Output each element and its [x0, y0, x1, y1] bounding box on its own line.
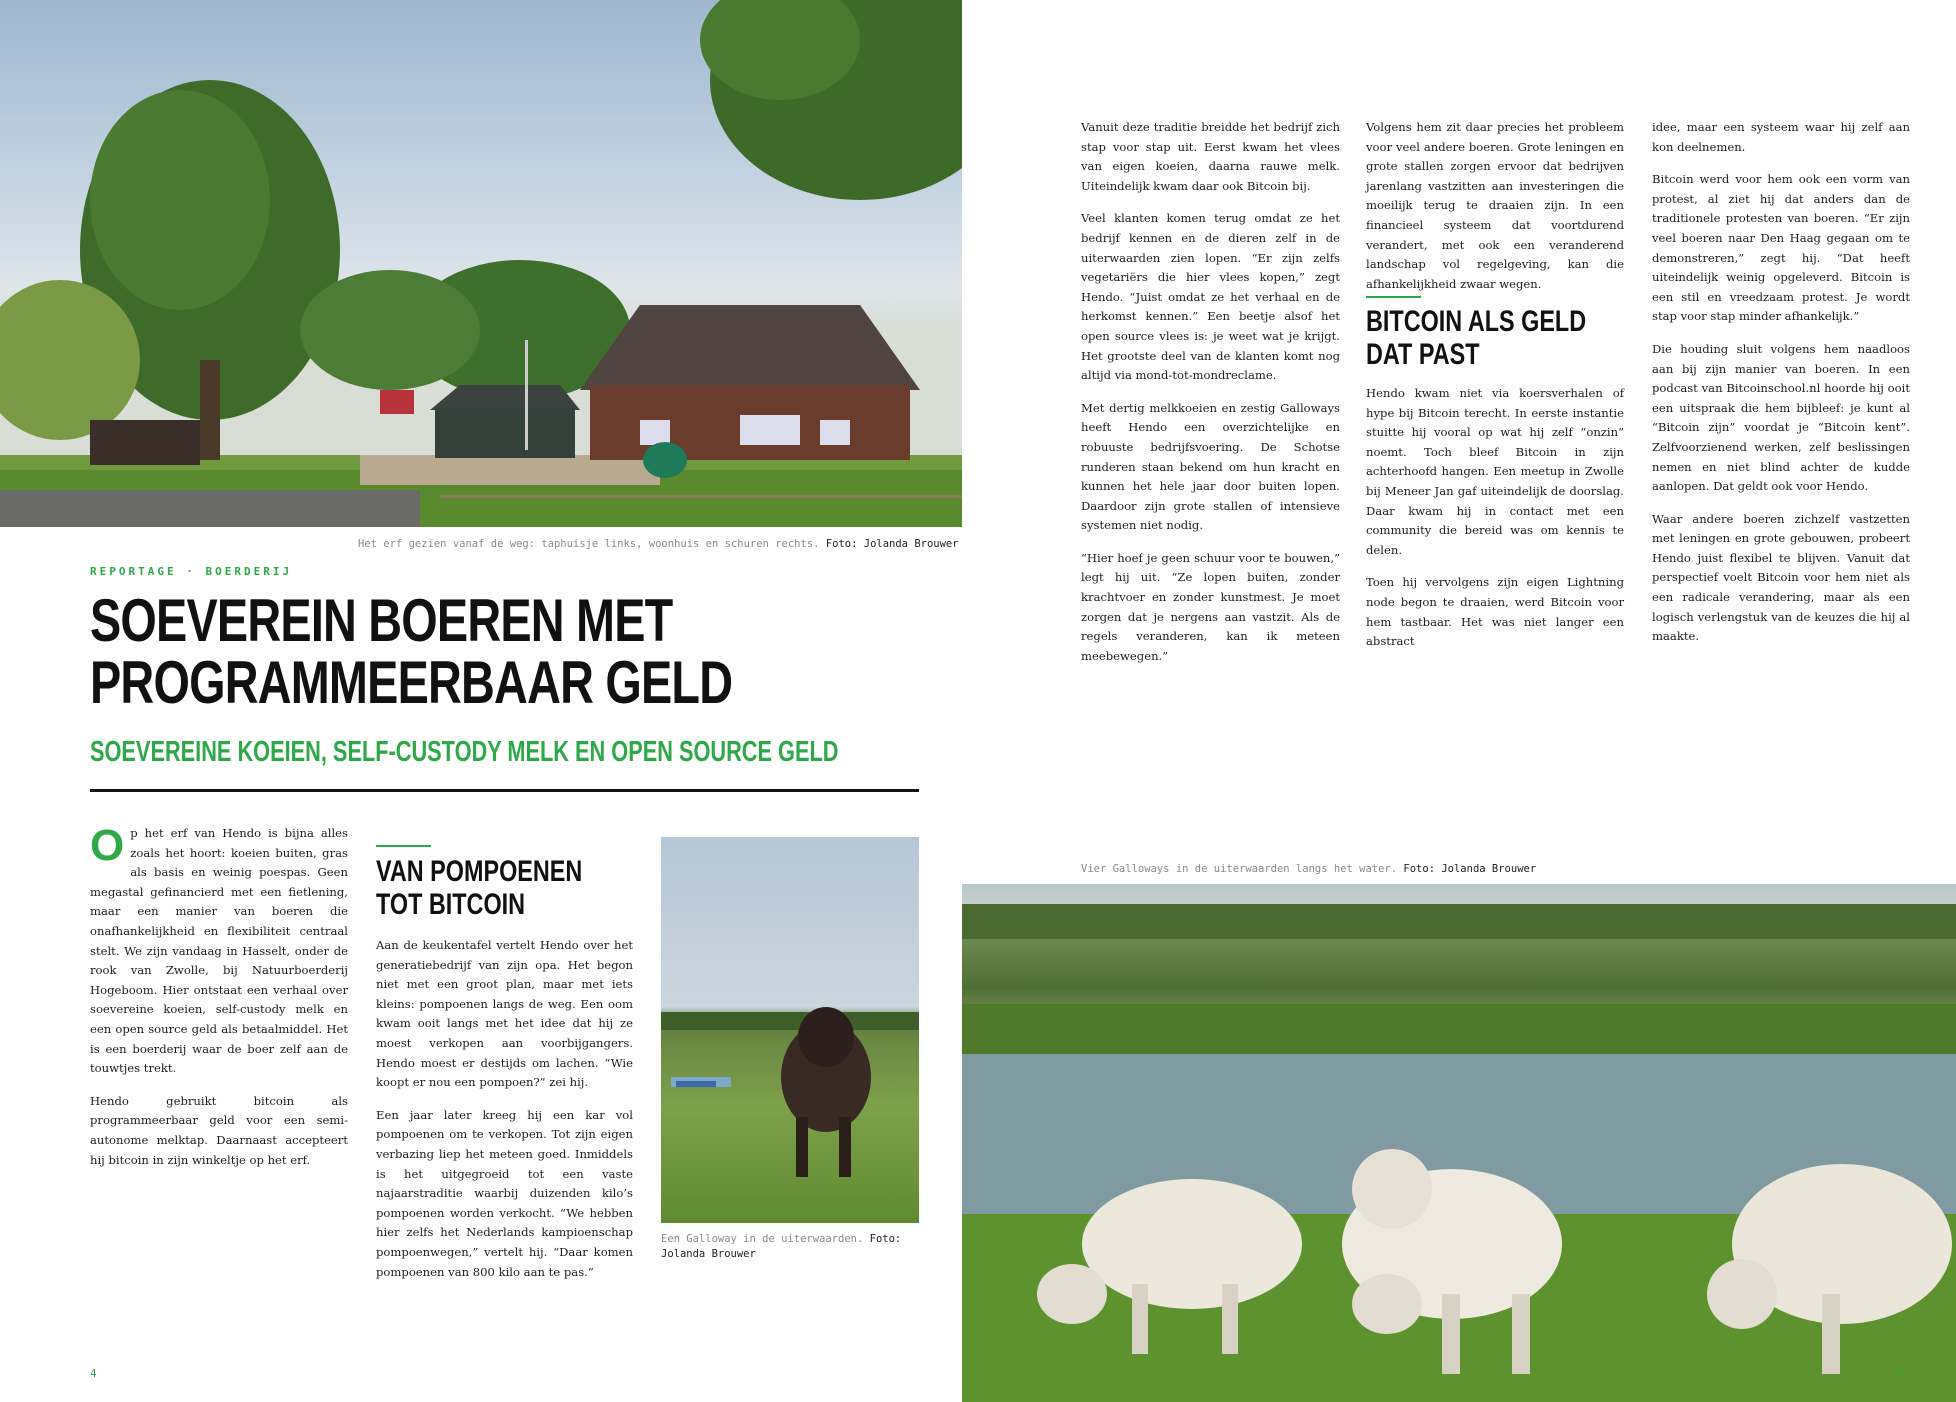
page-number-left: 4 — [90, 1367, 97, 1380]
farm-photo-illustration — [0, 0, 962, 527]
article-subtitle: SOEVEREINE KOEIEN, SELF-CUSTODY MELK EN OPEN SOURCE GELD — [90, 736, 839, 768]
right-col3-paragraph-3: Die houding sluit volgens hem naadloos aan bij zijn manier van boeren. In een podcast van Bitcoinschool.nl hoorde hij ooit een uitspraak die hem bijbleef: je kunt al “Bitcoin zijn” voordat je “Bitcoin kent”. Zelfvoorzienend werken, zelf beslissingen nemen en niet blind achter de kudde aanlopen. Dat geldt ook voor Hendo. — [1652, 341, 1910, 494]
intro-paragraph-1: Op het erf van Hendo is bijna alles zoals het hoort: koeien buiten, gras als basis en weinig poespas. Geen megastal gefinancierd met een fietlening, maar een manier van boeren die onafhankelijkheid en flexibiliteit centraal stelt. We zijn vandaag in Hasselt, onder de rook van Zwolle, bij Natuurboerderij Hogeboom. Hier ontstaat een verhaal over soevereine koeien, self-custody melk en een open source geld als betaalmiddel. Het is een boerderij waar de boer zelf aan de touwtjes trekt. — [90, 821, 348, 1076]
cows-illustration — [962, 884, 1956, 1402]
intro-column — [90, 821, 348, 1183]
section1-accent-rule — [376, 845, 431, 847]
right-col3-paragraph-1: idee, maar een systeem waar hij zelf aan kon deelnemen. — [1652, 120, 1910, 154]
intro-paragraph-2: Hendo gebruikt bitcoin als programmeerbaar geld voor een semi-autonome melktap. Daarnaast accepteert hij bitcoin in zijn winkeltje op het erf. — [90, 1093, 348, 1167]
farm-photo-caption: Het erf gezien vanaf de weg: taphuisje links, woonhuis en schuren rechts. Foto: Jolanda Brouwer — [358, 538, 959, 550]
galloway-illustration — [661, 837, 919, 1223]
section-kicker: REPORTAGE · BOERDERIJ — [90, 565, 293, 578]
article-title-line1: SOEVEREIN BOEREN MET — [90, 587, 673, 654]
section2-heading: BITCOIN ALS GELD DAT PAST — [1366, 305, 1587, 371]
right-column-2 — [1366, 118, 1624, 307]
right-column-3 — [1652, 118, 1910, 660]
section1-paragraph-1: Aan de keukentafel vertelt Hendo over het generatiebedrijf van zijn opa. Het begon niet met een groot plan, maar met iets kleins: pompoenen langs de weg. Een oom kwam ooit langs met het idee dat hij ze moest verkopen aan voorbijgangers. Hendo moest er destijds om lachen. “Wie koopt er nou een pompoen?” zei hij. — [376, 938, 633, 1090]
right-col3-paragraph-4: Waar andere boeren zichzelf vastzetten met leningen en grote gebouwen, probeert Hendo juist flexibel te blijven. Vanuit dat perspectief voelt Bitcoin voor hem niet als een radicale verandering, maar als een logisch verlengstuk van de keuzes die hij al maakte. — [1652, 511, 1910, 644]
right-col3-paragraph-2: Bitcoin werd voor hem ook een vorm van protest, al ziet hij dat anders dan de traditionele protesten van boeren. “Er zijn veel boeren naar Den Haag gegaan om te demonstreren,” zegt hij. “Dat heeft uiteindelijk weinig opgeleverd. Bitcoin is een stil en vreedzaam protest. Je wordt stap voor stap minder afhankelijk.” — [1652, 172, 1910, 324]
page-number-right: 5 — [1896, 1367, 1903, 1380]
right-col1-paragraph-1: Vanuit deze traditie breidde het bedrijf zich stap voor stap uit. Eerst kwam het vlees van eigen koeien, daarna rauwe melk. Uiteindelijk kwam daar ook Bitcoin bij. — [1081, 120, 1340, 193]
section2-accent-rule — [1366, 296, 1421, 298]
galloway-photo — [661, 837, 919, 1223]
cows-photo-caption: Vier Galloways in de uiterwaarden langs het water. Foto: Jolanda Brouwer — [1081, 863, 1537, 875]
right-col2-paragraph-1: Volgens hem zit daar precies het probleem voor veel andere boeren. Grote leningen en grote stallen zorgen ervoor dat bedrijven jarenlang vastzitten aan investeringen die moeilijk terug te draaien zijn. In een financieel systeem dat voortdurend verandert, met ook een veranderend landschap vol regelgeving, kan die afhankelijkheid zwaar wegen. — [1366, 120, 1624, 291]
cows-photo — [962, 884, 1956, 1402]
galloway-credit: Foto: Jolanda Brouwer — [661, 1233, 902, 1260]
title-divider — [90, 789, 919, 792]
galloway-caption: Een Galloway in de uiterwaarden. Foto: Jolanda Brouwer — [661, 1233, 902, 1260]
right-column-1 — [1081, 118, 1340, 679]
article-title-line2: PROGRAMMEERBAAR GELD — [90, 649, 733, 716]
right-col1-paragraph-4: “Hier hoef je geen schuur voor te bouwen,” legt hij uit. “Ze lopen buiten, zonder krachtvoer en zonder kunstmest. Je moet zorgen dat je nergens aan vastzit. Als de regels veranderen, kan ik meteen meebewegen.” — [1081, 550, 1340, 663]
right-col2-paragraph-3: Toen hij vervolgens zijn eigen Lightning node begon te draaien, werd Bitcoin voor hem tastbaar. Het was niet langer een abstract — [1366, 575, 1624, 649]
right-col2-paragraph-2: Hendo kwam niet via koersverhalen of hype bij Bitcoin terecht. In eerste instantie stuitte hij vooral op wat hij zelf “onzin” noemt. Toch bleef Bitcoin in zijn achterhoofd hangen. Een meetup in Zwolle bij Meneer Jan gaf uiteindelijk de doorslag. Daar kwam hij in contact met een community die bereid was om kennis te delen. — [1366, 386, 1624, 557]
section1-paragraph-2: Een jaar later kreeg hij een kar vol pompoenen om te verkopen. Tot zijn eigen verbazing liep het meteen goed. Inmiddels is het uitgegroeid tot een vaste najaarstraditie waarbij duizenden kilo’s pompoenen worden verkocht. “We hebben hier zelfs het Nederlands kampioenschap pompoenwegen,” vertelt hij. “Daar komen pompoenen van 800 kilo aan te pas.” — [376, 1107, 633, 1279]
farm-photo — [0, 0, 962, 527]
right-col1-paragraph-3: Met dertig melkkoeien en zestig Galloways heeft Hendo een overzichtelijke en robuuste bedrijfsvoering. De Schotse runderen staan bekend om hun kracht en kunnen het hele jaar door buiten lopen. Daardoor zijn grote stallen of intensieve systemen niet nodig. — [1081, 400, 1340, 533]
cows-photo-credit: Foto: Jolanda Brouwer — [1403, 863, 1537, 875]
right-col1-paragraph-2: Veel klanten komen terug omdat ze het bedrijf kennen en de dieren zelf in de uiterwaarden zien lopen. “Er zijn zelfs vegetariërs die hier vlees kopen,” zegt Hendo. “Juist omdat ze het verhaal en de herkomst kennen.” Een beetje alsof het open source vlees is: je weet wat je krijgt. Het grootste deel van de klanten komt nog altijd via mond-tot-mondreclame. — [1081, 211, 1340, 383]
drop-cap: O — [90, 821, 125, 870]
farm-photo-credit: Foto: Jolanda Brouwer — [825, 538, 959, 550]
section1-heading: VAN POMPOENEN TOT BITCOIN — [376, 855, 583, 921]
right-column-2b — [1366, 384, 1624, 665]
section1-column — [376, 936, 633, 1295]
